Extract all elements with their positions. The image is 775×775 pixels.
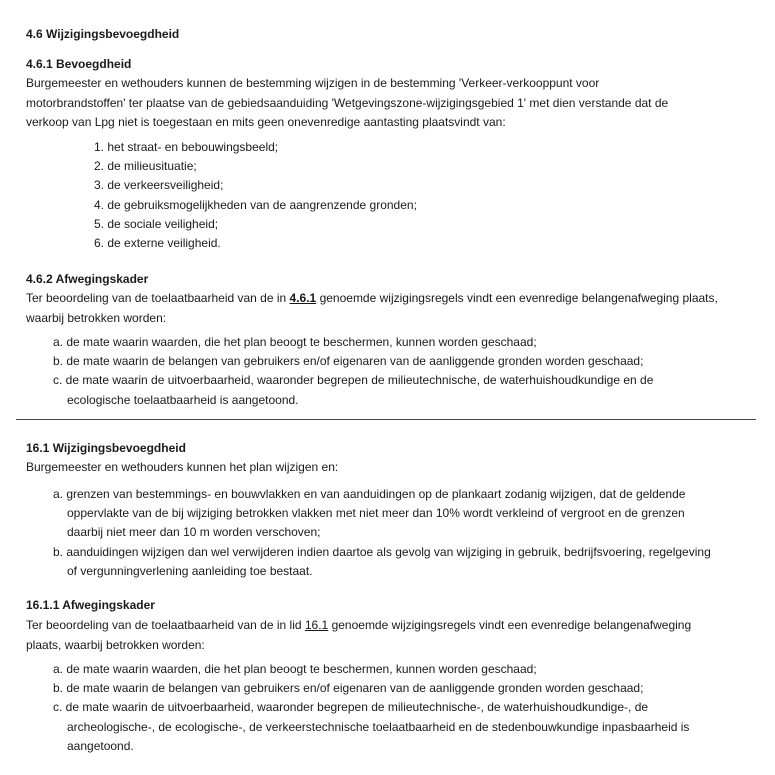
list-item: 3. de verkeersveiligheid;: [94, 178, 224, 193]
list-item: 1. het straat- en bebouwingsbeeld;: [94, 140, 279, 154]
list-item: b. aanduidingen wijzigen dan wel verwijderen indien daartoe als gevolg van wijziging in gebruik, bedrijfsvoering, regelgeving of vergunningverlening aanleiding toe bestaat.: [53, 544, 711, 578]
section-16-1-1-text: [26, 616, 720, 655]
section-4-6-1-list: [94, 138, 755, 253]
section-16-1-list: [53, 485, 713, 581]
list-item: b. de mate waarin de belangen van gebruikers en/of eigenaren van de aanliggende gronden worden geschaad;: [53, 354, 644, 369]
list-item: b. de mate waarin de belangen van gebruikers en/of eigenaren van de aanliggende gronden worden geschaad;: [53, 681, 644, 696]
section-16-1-1-list: [53, 660, 725, 756]
section-4-6-2-text: [26, 289, 720, 328]
list-item: a. de mate waarin waarden, die het plan beoogt te beschermen, kunnen worden geschaad;: [53, 662, 537, 676]
list-item: c. de mate waarin de uitvoerbaarheid, waaronder begrepen de milieutechnische-, de waterhuishoudkundige-, de archeologische-, de ecologische-, de verkeerstechnische toelaatbaarheid en de stedenbouwkundige inpasbaarheid is aangetoond.: [53, 700, 690, 753]
section-divider: [16, 419, 756, 420]
text-segment: Ter beoordeling van de toelaatbaarheid van de in lid: [26, 618, 305, 632]
section-4-6-1-text: Burgemeester en wethouders kunnen de bestemming wijzigen in de bestemming 'Verkeer-verkooppunt voor motorbrandstoffen' ter plaatse van de gebiedsaanduiding 'Wetgevingszone-wijzigingsgebied 1' met dien verstande dat de verkoop van Lpg niet is toegestaan en mits geen onevenredige aantasting plaatsvindt van:: [26, 76, 669, 129]
section-4-6-2-title: 4.6.2 Afwegingskader: [26, 272, 149, 286]
text-segment: genoemde wijzigingsregels vindt een evenredige belangenafweging plaats, waarbij betrokken worden:: [26, 618, 692, 652]
list-item: 5. de sociale veiligheid;: [94, 216, 219, 231]
list-item: 4. de gebruiksmogelijkheden van de aangrenzende gronden;: [94, 197, 417, 212]
list-item: 6. de externe veiligheid.: [94, 236, 221, 251]
list-item: 2. de milieusituatie;: [94, 159, 197, 174]
section-16-1-text: Burgemeester en wethouders kunnen het plan wijzigen en:: [26, 460, 339, 474]
list-item: a. grenzen van bestemmings- en bouwvlakken en van aanduidingen op de plankaart zodanig wijzigen, dat de geldende oppervlakte van de bij wijziging betrokken vlakken met niet meer dan 10% wordt verkleind of vergroot en de grenzen daarbij niet meer dan 10 m worden verschoven;: [53, 487, 686, 540]
reference-link-16-1[interactable]: 16.1: [304, 618, 329, 632]
reference-link-4-6-1[interactable]: 4.6.1: [289, 291, 317, 305]
list-item: c. de mate waarin de uitvoerbaarheid, waaronder begrepen de milieutechnische, de waterhuishoudkundige en de ecologische toelaatbaarheid is aangetoond.: [53, 373, 654, 407]
section-4-6-2-list: [53, 333, 713, 410]
section-4-6-1-title: 4.6.1 Bevoegdheid: [26, 57, 132, 71]
text-segment: genoemde wijzigingsregels vindt een evenredige belangenafweging plaats, waarbij betrokken worden:: [26, 291, 718, 325]
list-item: a. de mate waarin waarden, die het plan beoogt te beschermen, kunnen worden geschaad;: [53, 335, 537, 349]
section-16-1-title: 16.1 Wijzigingsbevoegdheid: [26, 441, 186, 455]
section-16-1-1-title: 16.1.1 Afwegingskader: [26, 598, 155, 612]
text-segment: Ter beoordeling van de toelaatbaarheid van de in: [26, 291, 290, 305]
section-4-6-title: 4.6 Wijzigingsbevoegdheid: [26, 27, 180, 41]
